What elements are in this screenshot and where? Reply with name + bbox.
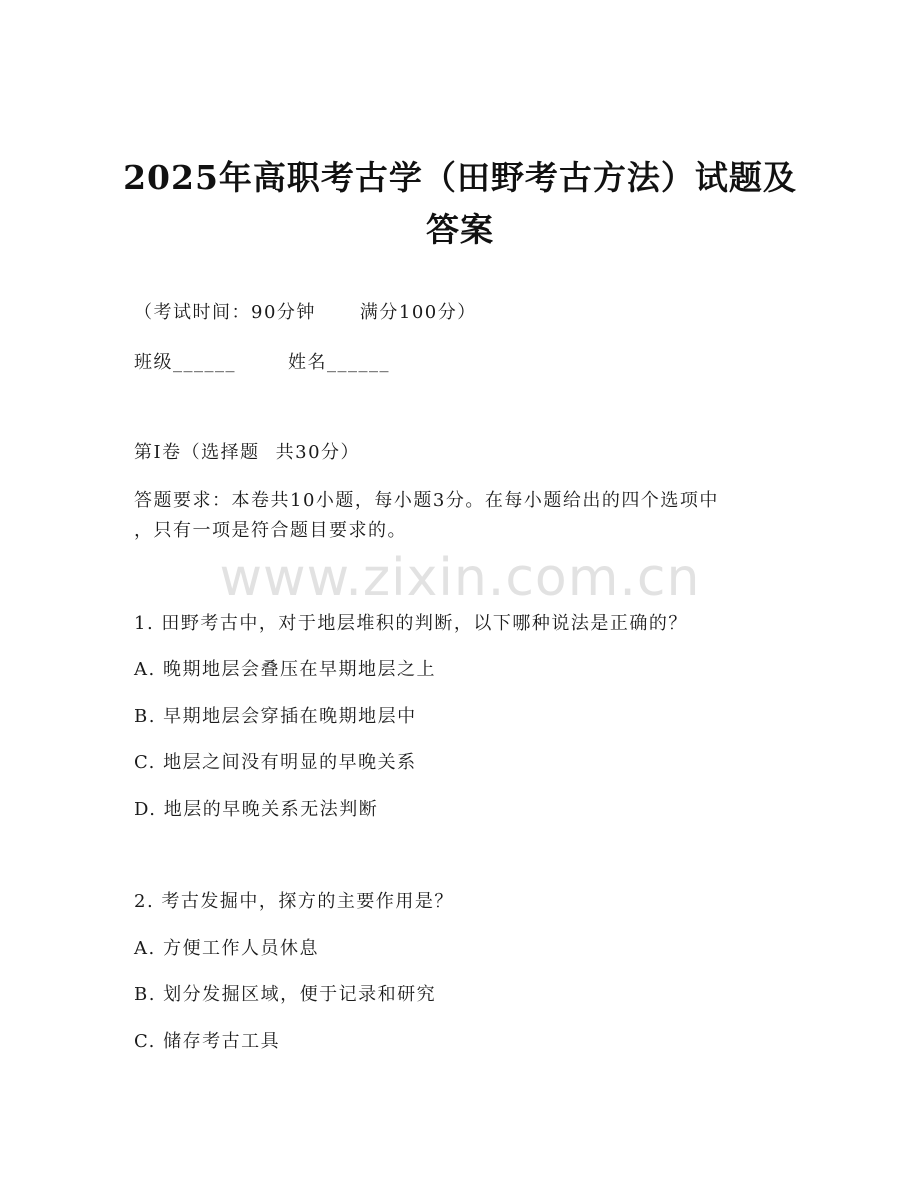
exam-info xyxy=(134,300,477,326)
question-1-option-a: A. 晚期地层会叠压在早期地层之上 xyxy=(134,659,436,680)
document-title-line-2: 答案 xyxy=(426,210,494,249)
student-info xyxy=(134,350,390,376)
section-heading xyxy=(134,440,360,466)
class-field: 班级______ xyxy=(134,352,236,373)
question-1-stem: 1. 田野考古中，对于地层堆积的判断，以下哪种说法是正确的？ xyxy=(134,613,688,634)
name-field: 姓名______ xyxy=(288,352,390,373)
section-title: 第Ⅰ卷（选择题 xyxy=(134,442,260,463)
question-1-option-d: D. 地层的早晚关系无法判断 xyxy=(134,799,379,820)
instructions-line-2: ，只有一项是符合题目要求的。 xyxy=(134,520,407,541)
question-2-stem: 2. 考古发掘中，探方的主要作用是？ xyxy=(134,891,454,912)
instructions-line-1: 答题要求：本卷共10小题，每小题3分。在每小题给出的四个选项中 xyxy=(134,490,719,511)
exam-time: （考试时间：90分钟 xyxy=(134,302,316,323)
question-2-option-b: B. 划分发掘区域，便于记录和研究 xyxy=(134,984,437,1005)
question-2-option-c: C. 储存考古工具 xyxy=(134,1031,281,1052)
section-total: 共30分） xyxy=(275,442,361,463)
question-1-option-c: C. 地层之间没有明显的早晚关系 xyxy=(134,752,417,773)
question-2-option-a: A. 方便工作人员休息 xyxy=(134,938,319,959)
full-score: 满分100分） xyxy=(359,302,477,323)
watermark: www.zixin.com.cn xyxy=(219,548,701,608)
document-title-line-1: 2025年高职考古学（田野考古方法）试题及 xyxy=(123,158,797,197)
question-1-option-b: B. 早期地层会穿插在晚期地层中 xyxy=(134,706,417,727)
